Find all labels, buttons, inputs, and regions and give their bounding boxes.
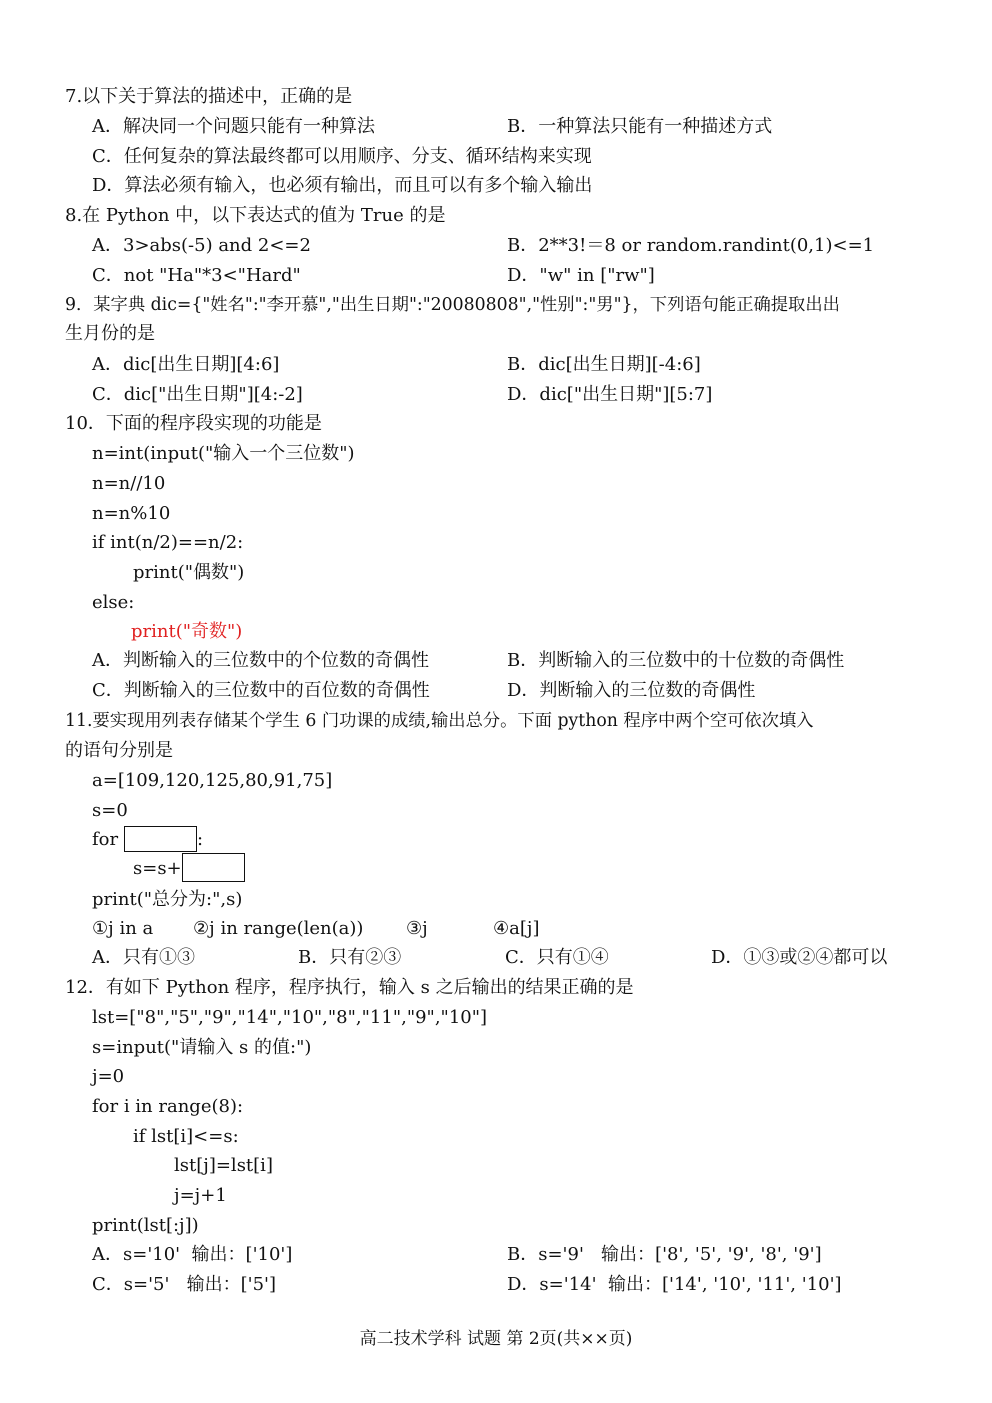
q10-code-line: print("偶数") <box>133 562 245 583</box>
q9-option-c: C．dic["出生日期"][4:-2] <box>92 384 303 405</box>
q8-option-c: C．not "Ha"*3<"Hard" <box>92 265 301 286</box>
q12-option-b: B．s='9' 输出：['8', '5', '9', '8', '9'] <box>507 1244 822 1265</box>
q10-code-line: n=int(input("输入一个三位数") <box>92 443 355 464</box>
q11-stem-line2: 的语句分别是 <box>65 740 173 761</box>
q12-option-a: A．s='10' 输出：['10'] <box>92 1244 293 1265</box>
q11-option-a: A．只有①③ <box>92 947 195 968</box>
q12-code-line: if lst[i]<=s: <box>133 1126 239 1147</box>
q7-option-c: C．任何复杂的算法最终都可以用顺序、分支、循环结构来实现 <box>92 146 592 167</box>
q12-code-line: for i in range(8): <box>92 1096 244 1117</box>
q9-stem-line2: 生月份的是 <box>65 323 155 344</box>
q11-code-line: for <box>92 829 119 850</box>
q10-code-line: if int(n/2)==n/2: <box>92 532 244 553</box>
q11-option-d: D．①③或②④都可以 <box>711 947 888 968</box>
q8-stem: 8.在 Python 中，以下表达式的值为 True 的是 <box>65 205 446 226</box>
q7-stem: 7.以下关于算法的描述中，正确的是 <box>65 86 353 107</box>
q10-option-c: C．判断输入的三位数中的百位数的奇偶性 <box>92 680 430 701</box>
q9-stem-line1: 9．某字典 dic={"姓名":"李开慕","出生日期":"20080808","性别":"男"}，下列语句能正确提取出出 <box>65 295 840 315</box>
q11-item: ③j <box>406 918 428 939</box>
q7-option-b: B．一种算法只能有一种描述方式 <box>507 116 773 137</box>
q11-code-line: print("总分为:",s) <box>92 889 243 910</box>
q11-code-line: s=s+ <box>133 858 182 879</box>
q10-code-line: n=n%10 <box>92 503 171 524</box>
q12-code-line: print(lst[:j]) <box>92 1215 199 1236</box>
q11-option-c: C．只有①④ <box>505 947 609 968</box>
q10-code-line: else: <box>92 592 135 613</box>
q12-code-line: j=0 <box>92 1066 125 1087</box>
q11-blank-box-2 <box>182 853 245 882</box>
q11-code-line: s=0 <box>92 800 128 821</box>
q8-option-a: A．3>abs(-5) and 2<=2 <box>92 235 311 256</box>
q10-option-d: D．判断输入的三位数的奇偶性 <box>507 680 756 701</box>
q11-stem-line1: 11.要实现用列表存储某个学生 6 门功课的成绩,输出总分。下面 python 程序中两个空可依次填入 <box>65 711 814 731</box>
q12-code-line: s=input("请输入 s 的值:") <box>92 1037 312 1058</box>
q10-option-a: A．判断输入的三位数中的个位数的奇偶性 <box>92 650 429 671</box>
q12-option-c: C．s='5' 输出：['5'] <box>92 1274 276 1295</box>
q9-option-a: A．dic[出生日期][4:6] <box>92 354 280 375</box>
q11-blank-box-1 <box>124 826 197 852</box>
page-footer: 高二技术学科 试题 第 2页(共××页) <box>359 1329 633 1349</box>
q8-option-d: D．"w" in ["rw"] <box>507 265 655 286</box>
q12-stem: 12．有如下 Python 程序，程序执行，输入 s 之后输出的结果正确的是 <box>65 977 634 998</box>
q11-item: ①j in a <box>92 918 154 939</box>
q10-code-line: n=n//10 <box>92 473 166 494</box>
q11-option-b: B．只有②③ <box>298 947 402 968</box>
q10-stem: 10．下面的程序段实现的功能是 <box>65 413 322 434</box>
q10-option-b: B．判断输入的三位数中的十位数的奇偶性 <box>507 650 845 671</box>
q9-option-d: D．dic["出生日期"][5:7] <box>507 384 713 405</box>
q12-code-line: lst[j]=lst[i] <box>174 1155 273 1176</box>
q12-code-line: j=j+1 <box>174 1185 227 1206</box>
q7-option-d: D．算法必须有输入，也必须有输出，而且可以有多个输入输出 <box>92 175 593 196</box>
q7-option-a: A．解决同一个问题只能有一种算法 <box>92 116 375 137</box>
q11-code-colon: : <box>197 829 204 850</box>
q11-code-line: a=[109,120,125,80,91,75] <box>92 770 333 791</box>
q11-item: ②j in range(len(a)) <box>193 918 364 939</box>
q10-code-line-highlighted: print("奇数") <box>131 621 243 642</box>
q12-option-d: D．s='14' 输出：['14', '10', '11', '10'] <box>507 1274 842 1295</box>
q12-code-line: lst=["8","5","9","14","10","8","11","9","10"] <box>92 1007 488 1028</box>
q9-option-b: B．dic[出生日期][-4:6] <box>507 354 701 375</box>
q8-option-b: B．2**3!＝8 or random.randint(0,1)<=1 <box>507 235 875 256</box>
q11-item: ④a[j] <box>493 918 540 939</box>
